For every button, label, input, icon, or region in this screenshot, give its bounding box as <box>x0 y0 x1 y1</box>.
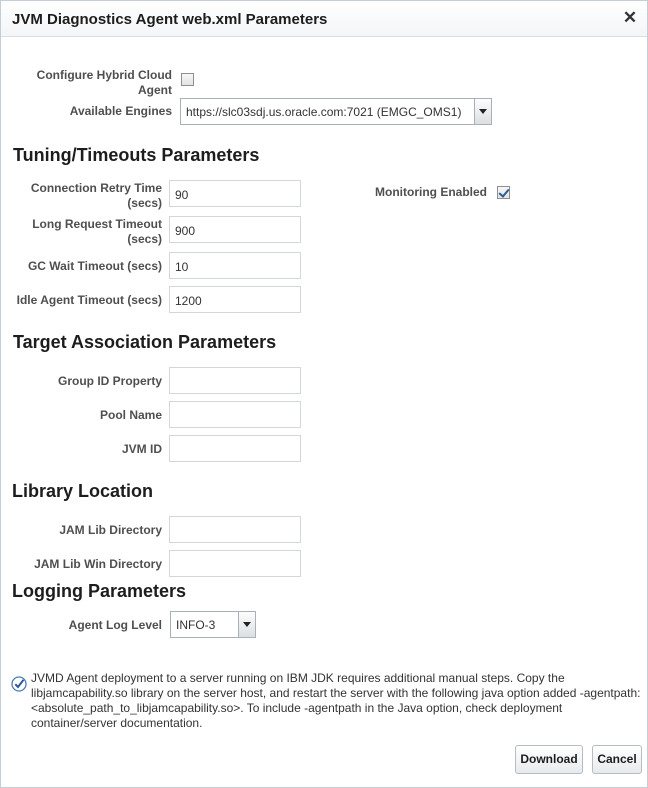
download-button[interactable]: Download <box>515 745 583 774</box>
dropdown-arrow-icon[interactable] <box>238 612 255 637</box>
library-heading: Library Location <box>12 481 154 501</box>
hybrid-cloud-label-line2: Agent <box>138 83 172 97</box>
dialog-titlebar <box>1 1 647 37</box>
logging-heading: Logging Parameters <box>12 581 187 601</box>
jam-lib-win-dir-label: JAM Lib Win Directory <box>34 557 162 571</box>
cancel-button[interactable]: Cancel <box>592 745 642 774</box>
jvm-id-input[interactable] <box>169 435 301 462</box>
hybrid-cloud-checkbox[interactable] <box>181 73 194 86</box>
pool-name-input[interactable] <box>169 401 301 428</box>
dialog-title: JVM Diagnostics Agent web.xml Parameters <box>12 11 328 28</box>
long-request-label-line1: Long Request Timeout <box>32 217 162 231</box>
connection-retry-label-line2: (secs) <box>127 196 162 210</box>
connection-retry-label-line1: Connection Retry Time <box>30 181 162 195</box>
hybrid-cloud-label-line1: Configure Hybrid Cloud <box>36 68 172 82</box>
available-engines-value: https://slc03sdj.us.oracle.com:7021 (EMGC_OMS1) <box>186 105 462 119</box>
connection-retry-label <box>11 181 162 211</box>
long-request-label <box>11 217 162 247</box>
jam-lib-win-dir-input[interactable] <box>169 550 301 577</box>
idle-agent-label: Idle Agent Timeout (secs) <box>16 293 162 307</box>
jvm-id-label: JVM ID <box>121 442 162 456</box>
monitoring-enabled-label: Monitoring Enabled <box>375 185 487 199</box>
check-circle-icon <box>11 676 27 692</box>
group-id-input[interactable] <box>169 367 301 394</box>
jam-lib-dir-input[interactable] <box>169 516 301 543</box>
available-engines-select[interactable] <box>180 98 492 125</box>
available-engines-label: Available Engines <box>69 104 172 118</box>
agent-log-level-label: Agent Log Level <box>68 618 162 632</box>
idle-agent-input[interactable]: 1200 <box>169 286 301 313</box>
dropdown-arrow-icon[interactable] <box>474 99 491 124</box>
jam-lib-dir-label: JAM Lib Directory <box>59 523 162 537</box>
pool-name-label: Pool Name <box>99 408 162 422</box>
long-request-label-line2: (secs) <box>127 232 162 246</box>
connection-retry-input[interactable]: 90 <box>169 180 301 207</box>
ibm-jdk-note: JVMD Agent deployment to a server running on IBM JDK requires additional manual steps. Copy the libjamcapability.so library on the server host, and restart the server with the following java option added -agentpath:<absolute_path_to_libjamcapability.so>. To include -agentpath in the Java option, check deployment container/server documentation. <box>31 671 641 730</box>
close-icon[interactable]: ✕ <box>622 8 638 27</box>
gc-wait-label: GC Wait Timeout (secs) <box>27 259 162 273</box>
hybrid-cloud-label <box>21 68 172 98</box>
long-request-input[interactable]: 900 <box>169 216 301 243</box>
target-heading: Target Association Parameters <box>13 332 277 352</box>
agent-log-level-select[interactable] <box>170 611 256 638</box>
agent-log-level-value: INFO-3 <box>176 618 216 632</box>
monitoring-enabled-checkbox[interactable] <box>497 186 510 199</box>
group-id-label: Group ID Property <box>57 374 162 388</box>
gc-wait-input[interactable]: 10 <box>169 252 301 279</box>
tuning-heading: Tuning/Timeouts Parameters <box>13 145 260 165</box>
